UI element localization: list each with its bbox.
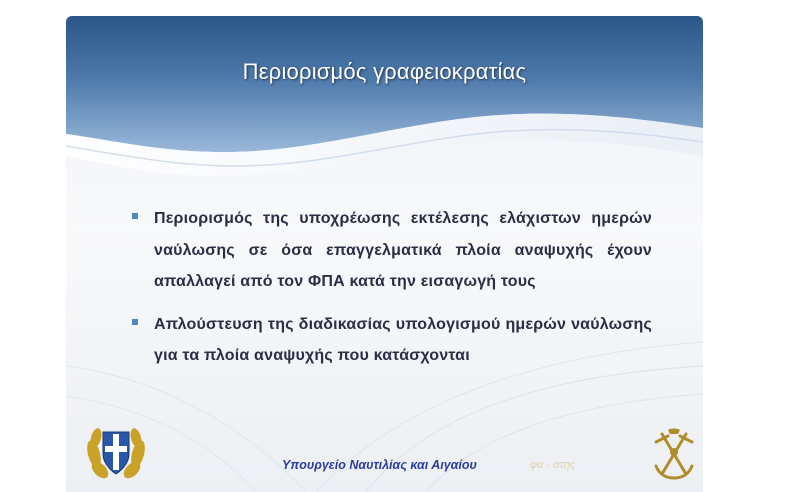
list-item	[132, 309, 652, 372]
bullet-list	[132, 203, 652, 383]
footer-ministry-name: Υπουργείο Ναυτιλίας και Αιγαίου	[282, 458, 477, 472]
square-bullet-icon	[132, 213, 138, 219]
anchor-emblem-icon	[652, 428, 696, 480]
greek-coat-of-arms-icon	[84, 420, 148, 484]
bullet-text: Περιορισμός της υποχρέωσης εκτέλεσης ελάχιστων ημερών ναύλωσης σε όσα επαγγελματικά πλοία αναψυχής έχουν απαλλαγεί από τον ΦΠΑ κατά την εισαγωγή τους	[154, 210, 652, 290]
slide-title: Περιορισμός γραφειοκρατίας	[242, 59, 527, 84]
list-item	[132, 203, 652, 298]
presentation-slide	[66, 16, 703, 492]
square-bullet-icon	[132, 319, 138, 325]
bullet-text: Απλούστευση της διαδικασίας υπολογισμού ημερών ναύλωσης για τα πλοία αναψυχής που κατάσχονται	[154, 315, 652, 364]
footer-watermark: φα · ατης	[530, 459, 576, 471]
